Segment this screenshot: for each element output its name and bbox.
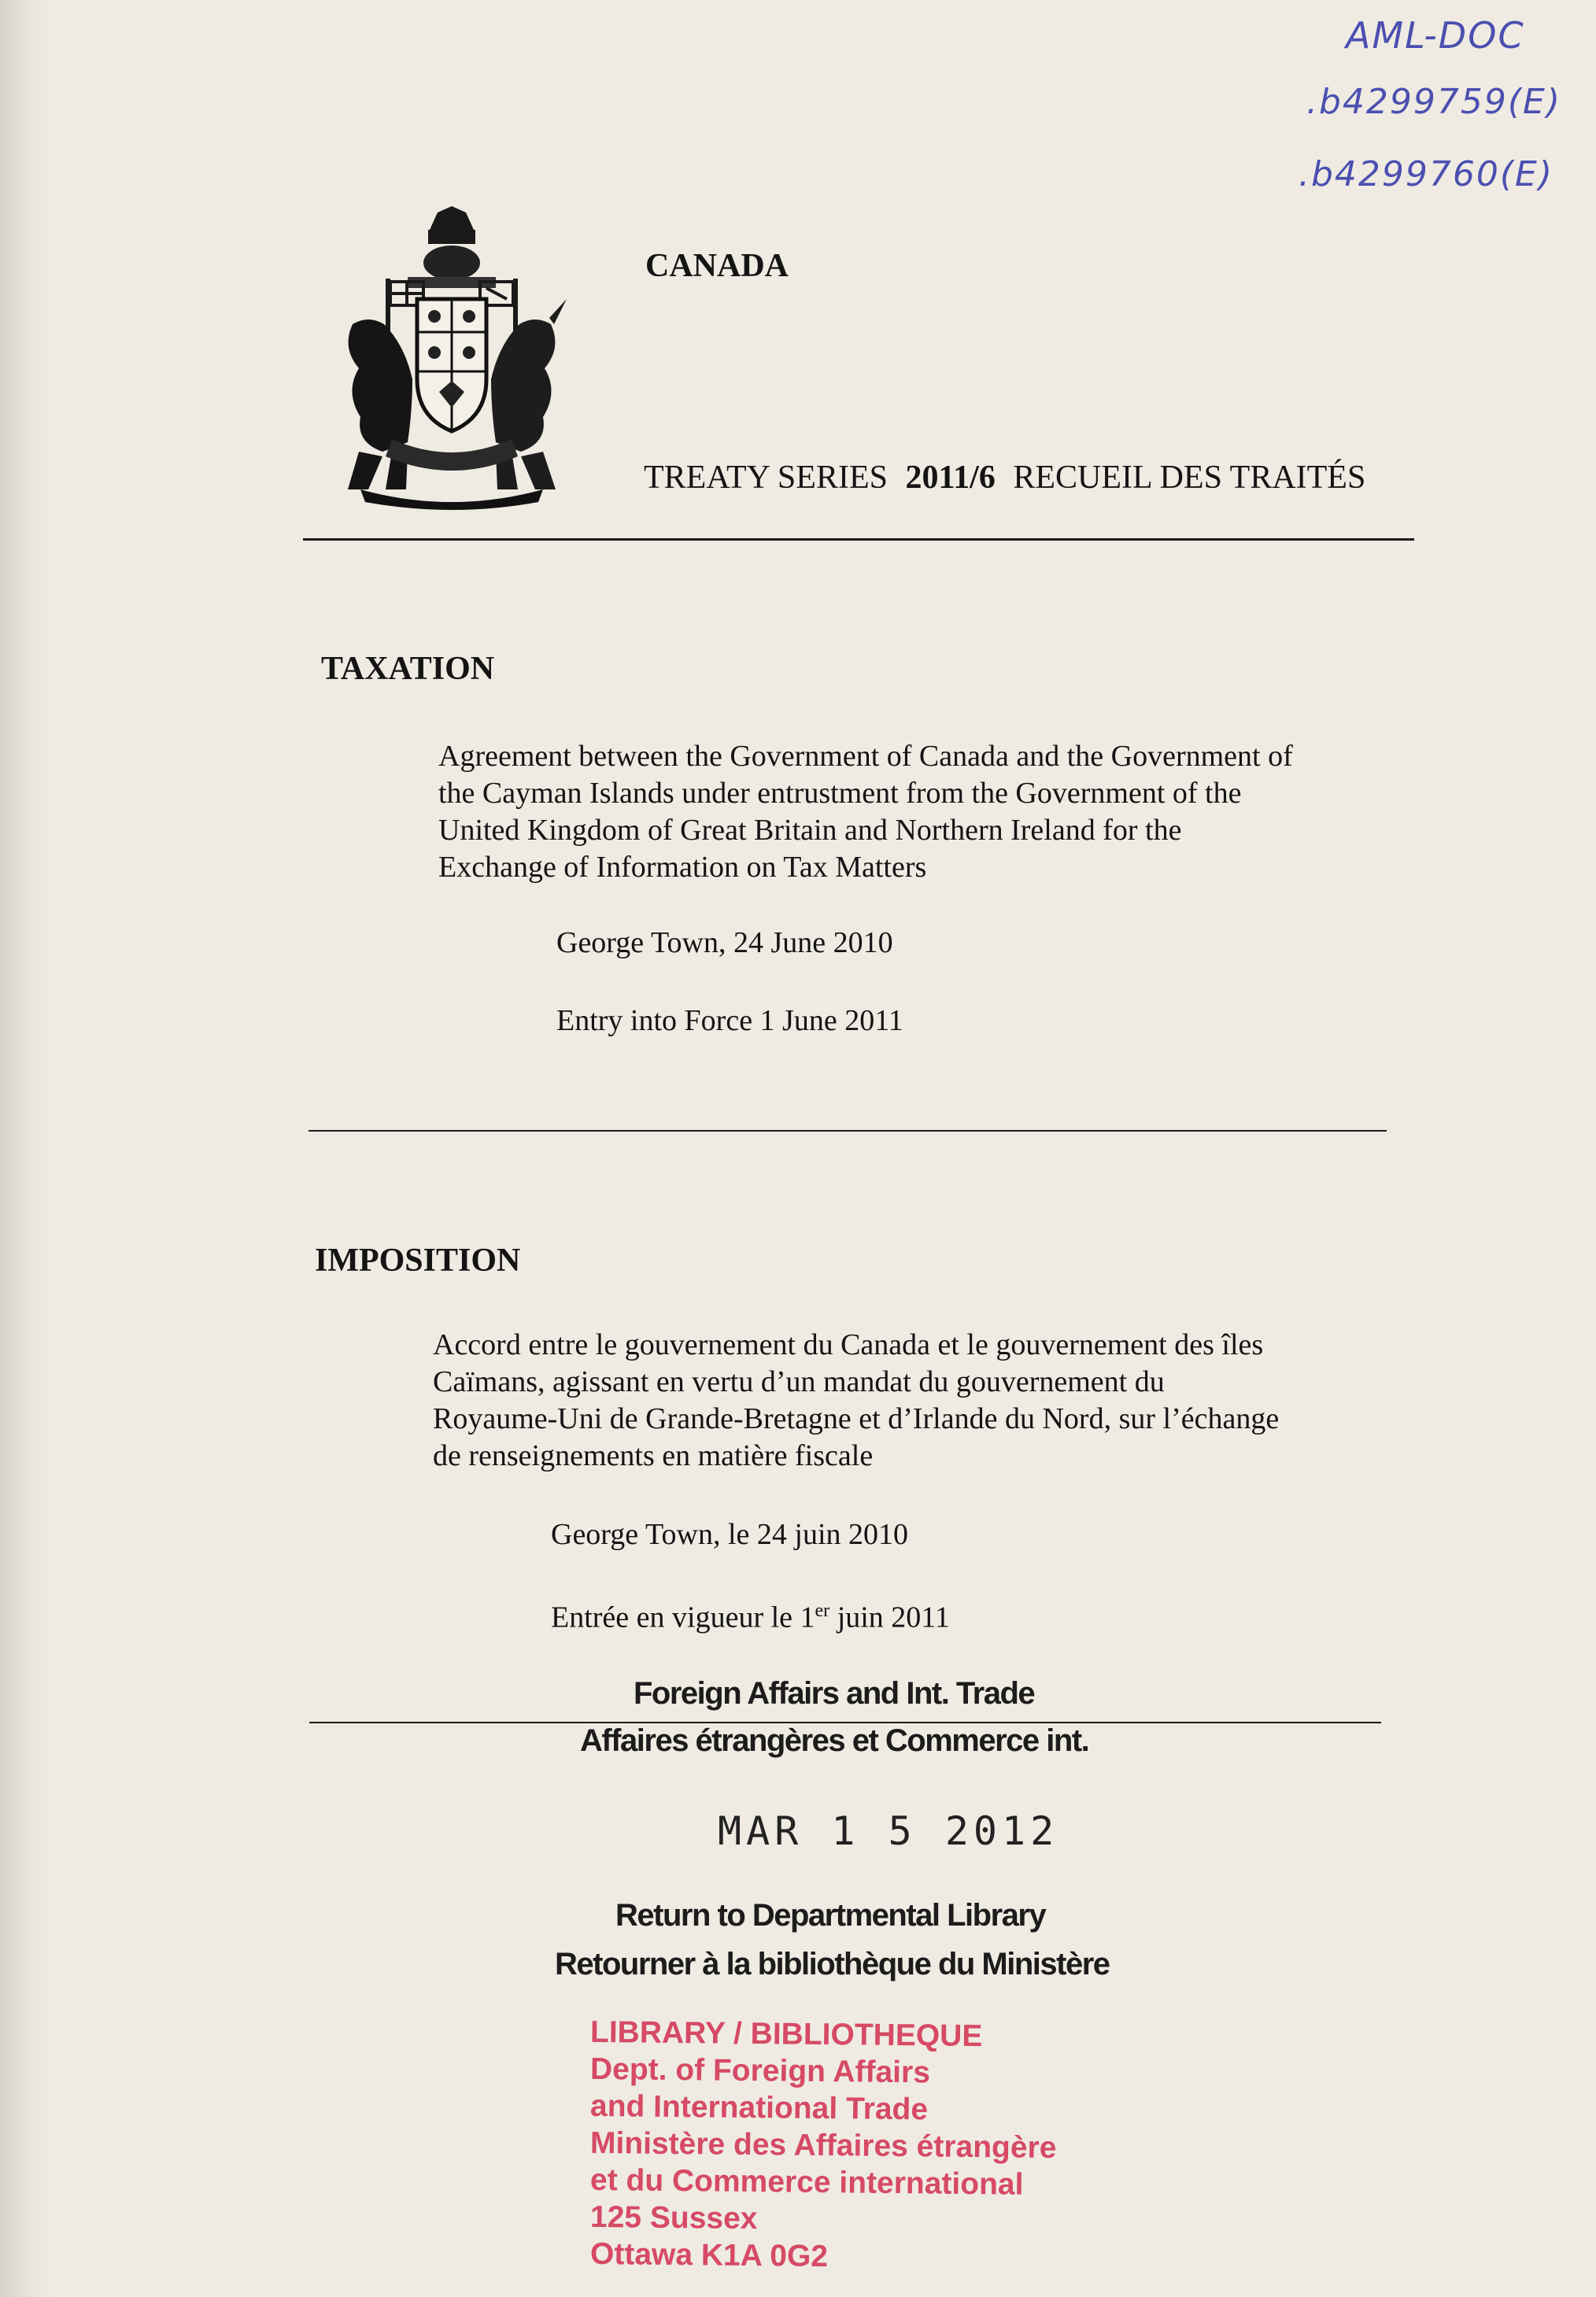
address-stamp-line: LIBRARY / BIBLIOTHEQUE	[589, 2014, 983, 2054]
french-heading: IMPOSITION	[315, 1243, 521, 1279]
french-title-line: Accord entre le gouvernement du Canada et le gouvernement des îles	[433, 1328, 1264, 1361]
series-label-en: TREATY SERIES	[644, 460, 888, 496]
french-in-force-suffix: juin 2011	[829, 1601, 950, 1634]
stamp-department-fr: Affaires étrangères et Commerce int.	[580, 1723, 1089, 1758]
received-date-stamp: MAR 1 5 2012	[718, 1808, 1059, 1854]
page-edge-shadow	[0, 0, 50, 2297]
english-entry-into-force: Entry into Force 1 June 2011	[556, 1004, 903, 1037]
english-section-rule	[308, 1130, 1387, 1132]
french-signed-date: George Town, le 24 juin 2010	[551, 1518, 908, 1551]
library-address-stamp	[590, 2016, 1056, 2275]
address-stamp-line: and International Trade	[589, 2088, 929, 2127]
handwritten-note-1: AML-DOC	[1346, 14, 1525, 57]
series-number: 2011/6	[905, 460, 996, 496]
handwritten-note-3: .b4299760(E)	[1299, 154, 1554, 194]
return-to-library-en: Return to Departmental Library	[615, 1898, 1046, 1933]
address-stamp-line: et du Commerce international	[589, 2162, 1024, 2202]
english-title-line: Agreement between the Government of Canada and the Government of	[438, 740, 1293, 773]
country-title: CANADA	[645, 248, 789, 284]
english-title-line: Exchange of Information on Tax Matters	[438, 851, 927, 884]
header-rule	[303, 538, 1414, 541]
treaty-series-line	[644, 459, 1365, 497]
french-in-force-superscript: er	[815, 1601, 830, 1621]
french-entry-into-force	[551, 1593, 950, 1637]
english-signed-date: George Town, 24 June 2010	[556, 926, 893, 959]
french-title-line: Caïmans, agissant en vertu d’un mandat du gouvernement du	[433, 1365, 1165, 1398]
english-agreement-title	[438, 738, 1293, 886]
address-stamp-line: Ottawa K1A 0G2	[589, 2236, 829, 2274]
english-title-line: the Cayman Islands under entrustment from the Government of the	[438, 777, 1242, 810]
english-title-line: United Kingdom of Great Britain and Northern Ireland for the	[438, 814, 1182, 847]
french-in-force-prefix: Entrée en vigueur le 1	[551, 1601, 815, 1634]
french-title-line: de renseignements en matière fiscale	[433, 1439, 874, 1472]
coat-of-arms-icon	[337, 206, 567, 513]
handwritten-note-2: .b4299759(E)	[1306, 82, 1562, 122]
address-stamp-line: Ministère des Affaires étrangère	[589, 2125, 1057, 2166]
address-stamp-line: Dept. of Foreign Affairs	[589, 2051, 931, 2090]
french-title-line: Royaume-Uni de Grande-Bretagne et d’Irlande du Nord, sur l’échange	[433, 1402, 1280, 1435]
french-agreement-title	[433, 1327, 1279, 1475]
stamp-department-en: Foreign Affairs and Int. Trade	[634, 1676, 1035, 1711]
address-stamp-line: 125 Sussex	[589, 2199, 758, 2236]
return-to-library-fr: Retourner à la bibliothèque du Ministère	[555, 1947, 1110, 1981]
english-heading: TAXATION	[321, 651, 495, 687]
series-label-fr: RECUEIL DES TRAITÉS	[1013, 460, 1366, 496]
